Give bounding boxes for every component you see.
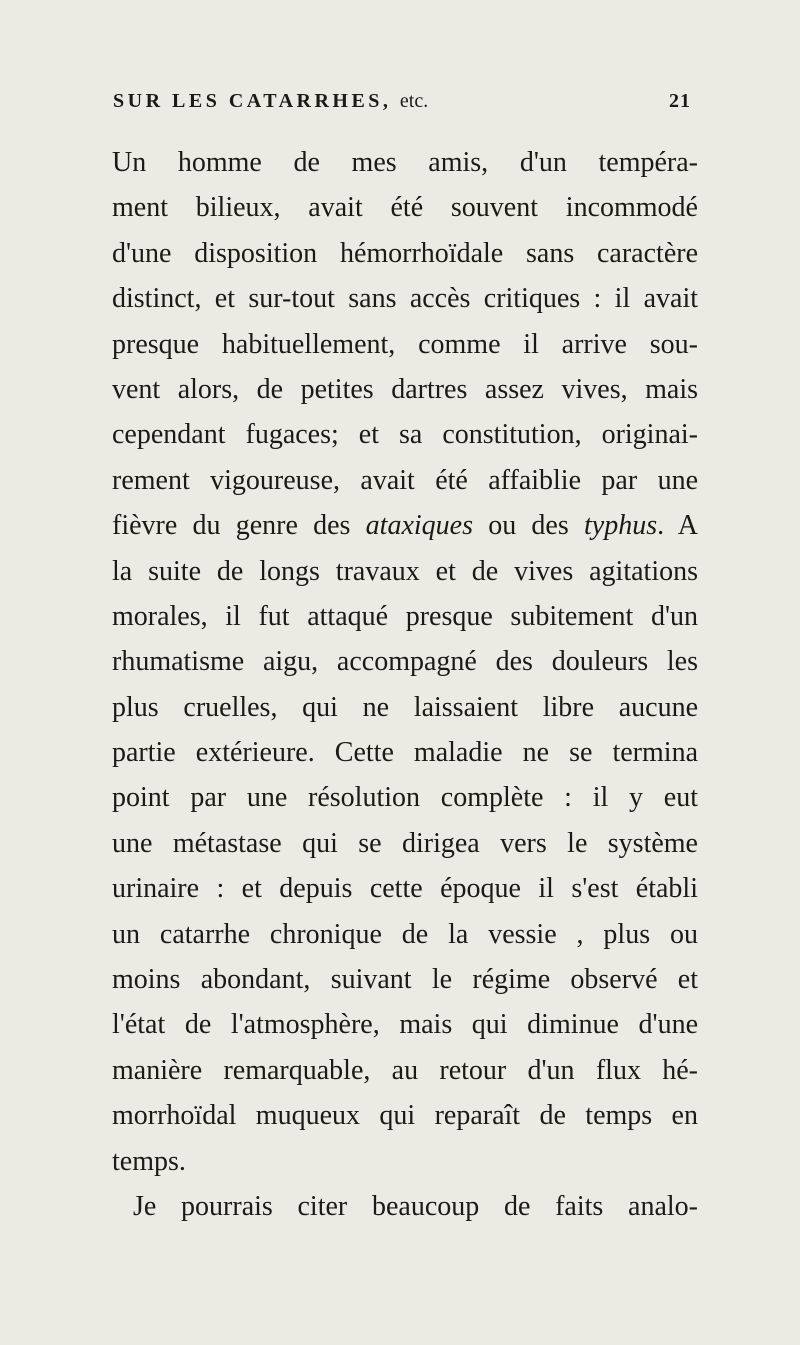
text-line: urinaire : et depuis cette époque il s'est établi (112, 873, 698, 905)
body-text (112, 140, 698, 1229)
text-run: ou des (472, 510, 584, 542)
page-number: 21 (669, 90, 691, 112)
text-line: partie extérieure. Cette maladie ne se termina (112, 737, 698, 769)
text-line: l'état de l'atmosphère, mais qui diminue d'une (112, 1009, 698, 1041)
text-line: plus cruelles, qui ne laissaient libre aucune (112, 691, 698, 723)
running-head-title (113, 90, 428, 113)
running-head-etc: etc. (399, 90, 429, 112)
running-head (113, 90, 691, 120)
text-line: morrhoïdal muqueux qui reparaît de temps en (112, 1100, 698, 1132)
text-line: une métastase qui se dirigea vers le système (112, 827, 698, 859)
text-line: point par une résolution complète : il y eut (112, 782, 698, 814)
text-line: vent alors, de petites dartres assez vives, mais (112, 373, 698, 405)
italic-term-ataxiques: ataxiques (365, 510, 473, 542)
text-line: un catarrhe chronique de la vessie , plus ou (112, 918, 698, 950)
text-line: rhumatisme aigu, accompagné des douleurs les (112, 646, 698, 678)
text-line: rement vigoureuse, avait été affaiblie par une (112, 464, 698, 496)
text-line: ment bilieux, avait été souvent incommodé (112, 192, 698, 224)
text-run: . A (657, 510, 698, 542)
text-line: presque habituellement, comme il arrive sou- (112, 328, 698, 360)
text-line: temps. (112, 1145, 186, 1177)
text-line: la suite de longs travaux et de vives agitations (112, 555, 698, 587)
text-line: d'une disposition hémorrhoïdale sans caractère (112, 237, 698, 269)
text-run: fièvre du genre des (112, 510, 366, 542)
text-line: morales, il fut attaqué presque subitement d'un (112, 600, 698, 632)
running-head-title-text: SUR LES CATARRHES, (113, 90, 392, 112)
text-line: Un homme de mes amis, d'un tempéra- (112, 147, 698, 178)
text-line: Je pourrais citer beaucoup de faits analo- (133, 1190, 698, 1222)
text-line (112, 503, 698, 548)
text-line: manière remarquable, au retour d'un flux hé- (112, 1054, 698, 1086)
italic-term-typhus: typhus (583, 510, 658, 542)
text-line: distinct, et sur-tout sans accès critiques : il avait (112, 283, 698, 315)
text-line: moins abondant, suivant le régime observé et (112, 964, 698, 996)
text-line: cependant fugaces; et sa constitution, originai- (112, 419, 698, 451)
